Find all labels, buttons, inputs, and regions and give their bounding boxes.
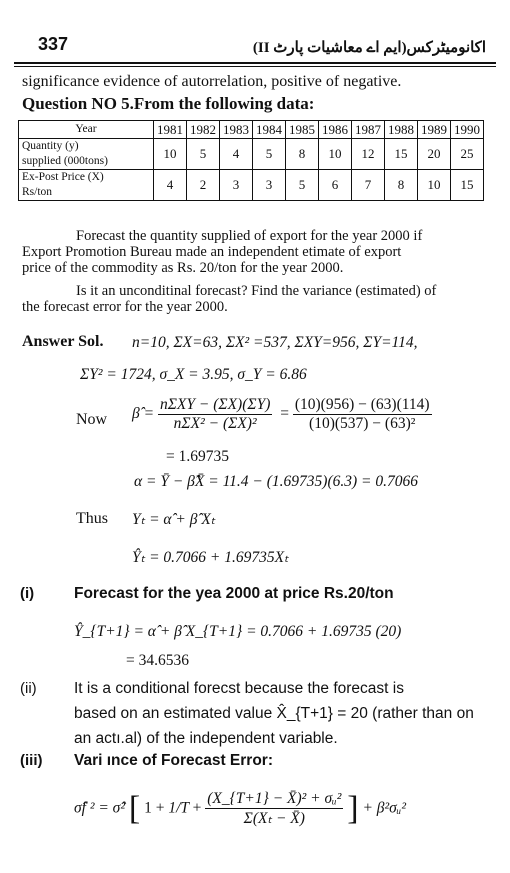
table-cell: 10: [319, 139, 352, 170]
table-cell: 7: [352, 170, 385, 201]
table-header-cell: Year: [19, 121, 154, 139]
table-cell: 6: [319, 170, 352, 201]
paragraph-line: Is it an unconditinal forecast? Find the variance (estimated) of: [76, 283, 437, 299]
variance-fraction: [205, 790, 343, 828]
item-title: Vari ınce of Forecast Error:: [74, 752, 273, 769]
table-header-cell: 1985: [286, 121, 319, 139]
question-heading: Question NO 5.From the following data:: [22, 94, 315, 113]
beta-fraction: [158, 396, 272, 433]
beta-value: = 1.69735: [166, 448, 229, 465]
paragraph-line: Export Promotion Bureau made an independent etimate of export: [22, 244, 402, 260]
table-row: [19, 170, 484, 201]
row-label-line: Ex-Post Price (X): [22, 171, 104, 183]
running-header: اکانومیٹرکس(ایم اے معاشیات پارٹ II): [252, 40, 486, 56]
page-number: 337: [38, 34, 69, 54]
table-cell: 12: [352, 139, 385, 170]
table-cell: 5: [187, 139, 220, 170]
paragraph-line: Forecast the quantity supplied of export for the year 2000 if: [76, 228, 423, 244]
beta-denominator: nΣX² − (ΣX)²: [173, 415, 257, 432]
table-cell: 5: [253, 139, 286, 170]
variance-formula: σ̂f ² = σ̂² [ 1 + 1/T + $\frac{\text{(X\_\{T+1\} − X̄)² + σᵤ²}}{\text{Σ(Xₜ − X̄)}}$ ] + β²σᵤ²: [74, 790, 406, 827]
beta-formula: β̂ = $\frac{\text{nΣXY − (ΣX)(ΣY)}}{\text{nΣX² − (ΣX)²}}$ = $\frac{(10)(956) - (63)(114)}{\text{(10)(537) − (63)²}}$: [132, 396, 430, 432]
table-header-cell: 1989: [418, 121, 451, 139]
table-header-cell: 1984: [253, 121, 286, 139]
variance-lhs: σ̂f ² = σ̂²: [74, 799, 129, 817]
beta-sub-denominator: (10)(537) − (63)²: [309, 415, 416, 432]
data-table: [18, 120, 484, 201]
item-title: Forecast for the yea 2000 at price Rs.20/ton: [74, 585, 394, 602]
paragraph-line: the forecast error for the year 2000.: [22, 299, 228, 315]
table-cell: 2: [187, 170, 220, 201]
table-cell: 10: [154, 139, 187, 170]
item-number: (i): [20, 585, 35, 602]
table-cell: 15: [385, 139, 418, 170]
table-cell: 8: [286, 139, 319, 170]
forecast-value: = 34.6536: [126, 652, 189, 669]
intro-line: significance evidence of autorrelation, positive of negative.: [22, 73, 402, 90]
table-cell: 20: [418, 139, 451, 170]
table-cell: 4: [154, 170, 187, 201]
beta-numerator: nΣXY − (ΣX)(ΣY): [159, 396, 271, 413]
estimated-model: Ŷₜ = 0.7066 + 1.69735Xₜ: [132, 549, 289, 566]
item-text-line: an actı.al) of the independent variable.: [74, 730, 338, 747]
alpha-equation: α = Ȳ − β̂X̄ = 11.4 − (1.69735)(6.3) = 0.7066: [134, 473, 418, 490]
table-cell: 15: [451, 170, 484, 201]
row-label-line: supplied (000tons): [22, 155, 108, 167]
forecast-equation: Ŷ_{T+1} = α̂ + β̂ X_{T+1} = 0.7066 + 1.69735 (20): [74, 623, 402, 640]
table-header-cell: 1983: [220, 121, 253, 139]
header-rule-thin: [14, 66, 496, 67]
header-rule: [14, 62, 496, 64]
table-header-cell: 1981: [154, 121, 187, 139]
now-label: Now: [76, 411, 108, 428]
row-label: [19, 170, 154, 201]
item-number: (iii): [20, 752, 43, 769]
row-label: [19, 139, 154, 170]
item-number: (ii): [20, 680, 37, 697]
given-values: n=10, ΣX=63, ΣX² =537, ΣXY=956, ΣY=114,: [132, 334, 418, 351]
table-cell: 3: [220, 170, 253, 201]
given-values: ΣY² = 1724, σ_X = 3.95, σ_Y = 6.86: [80, 366, 307, 383]
table-header-row: [19, 121, 484, 139]
model-equation: Yₜ = α̂ + β̂ Xₜ: [132, 511, 216, 528]
table-cell: 5: [286, 170, 319, 201]
item-text-line: based on an estimated value X̂_{T+1} = 20 (rather than on: [74, 705, 474, 722]
row-label-line: Quantity (y): [22, 140, 79, 152]
table-cell: 8: [385, 170, 418, 201]
table-header-cell: 1987: [352, 121, 385, 139]
table-header-cell: 1990: [451, 121, 484, 139]
beta-symbol: β̂ =: [132, 405, 158, 423]
table-cell: 3: [253, 170, 286, 201]
beta-sub-numerator: (10)(956) − (63)(114): [294, 396, 430, 413]
variance-tail: + β²σᵤ²: [362, 799, 406, 817]
table-cell: 25: [451, 139, 484, 170]
table-cell: 10: [418, 170, 451, 201]
variance-denominator: Σ(Xₜ − X̄): [243, 810, 305, 827]
paragraph-line: price of the commodity as Rs. 20/ton for the year 2000.: [22, 260, 344, 276]
answer-label: Answer Sol.: [22, 333, 104, 350]
variance-inv-t: 1/T: [168, 799, 189, 817]
row-label-line: Rs/ton: [22, 186, 53, 198]
variance-numerator: (X_{T+1} − X̄)² + σᵤ²: [207, 790, 342, 807]
table-row: [19, 139, 484, 170]
variance-one: 1 +: [144, 799, 169, 817]
table-cell: 4: [220, 139, 253, 170]
item-text-line: It is a conditional forecst because the forecast is: [74, 680, 404, 697]
table-header-cell: 1988: [385, 121, 418, 139]
table-header-cell: 1982: [187, 121, 220, 139]
thus-label: Thus: [76, 510, 108, 527]
table-header-cell: 1986: [319, 121, 352, 139]
beta-substituted: [293, 396, 432, 433]
